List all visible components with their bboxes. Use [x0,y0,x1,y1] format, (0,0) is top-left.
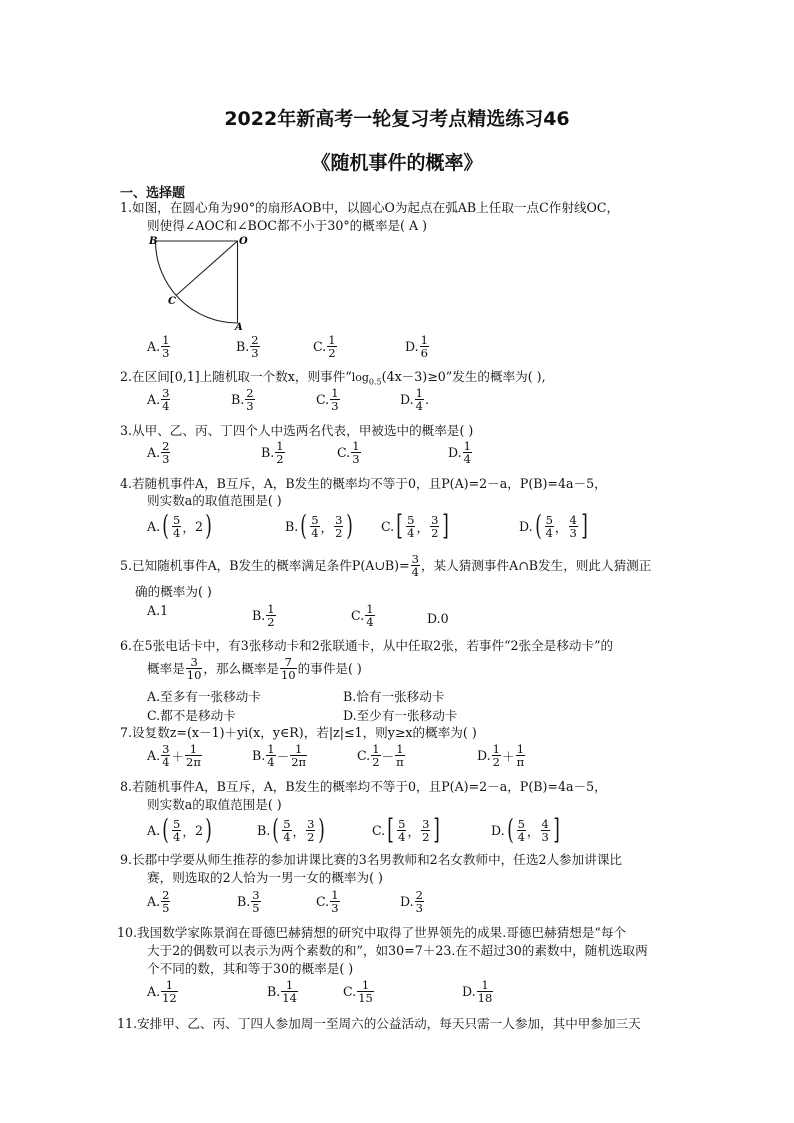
q5-option-a[interactable]: A. 1 [147,603,169,618]
question-8-text-2: 则实数a的取值范围是( ) [147,797,282,812]
q3-option-b[interactable]: B. $\frac{1}{2}$ [261,439,284,466]
label-b: B [149,236,158,247]
question-11-text: 11.安排甲、乙、丙、丁四人参加周一至周六的公益活动，每天只需一人参加，其中甲参加三天 [117,1016,641,1031]
section-heading: 一、选择题 [120,186,186,201]
q5-option-d[interactable]: D. 0 [427,611,449,626]
question-3-text: 3.从甲、乙、丙、丁四个人中选两名代表，甲被选中的概率是( ) [120,423,474,438]
sector-figure [143,234,253,330]
question-10-text-2: 大于2的偶数可以表示为两个素数的和”，如30=7＋23.在不超过30的素数中，随机选取两 [147,943,648,958]
q10-option-c[interactable]: C. $\frac{1}{15}$ [343,978,373,1005]
q6-option-b[interactable]: B.恰有一张移动卡 [343,689,445,704]
q2-option-c[interactable]: C. $\frac{1}{3}$ [316,386,339,413]
q5-option-c[interactable]: C. $\frac{1}{4}$ [351,602,374,629]
q2-option-b[interactable]: B. $\frac{2}{3}$ [231,386,254,413]
q1-option-c[interactable]: C. $\frac{1}{2}$ [313,333,336,360]
question-1-text-2: 则使得∠AOC和∠BOC都不小于30°的概率是( A ) [147,218,427,233]
q8-option-b[interactable]: B. ( $\frac{5}{4}$ ， $\frac{3}{2}$ ) [257,813,326,846]
q4-option-a[interactable]: A. ( $\frac{5}{4}$ ， 2 ) [147,509,212,542]
question-4-text-2: 则实数a的取值范围是( ) [147,493,282,508]
q8-option-a[interactable]: A. ( $\frac{5}{4}$ ， 2 ) [147,813,212,846]
q9-option-d[interactable]: D. $\frac{2}{3}$ [400,888,423,915]
page-subtitle: 《随机事件的概率》 [311,152,483,174]
q5-option-b[interactable]: B. $\frac{1}{2}$ [252,602,275,629]
q1-option-a[interactable]: A. $\frac{1}{3}$ [147,333,170,360]
q3-option-d[interactable]: D. $\frac{1}{4}$ [448,439,471,466]
q10-option-a[interactable]: A. $\frac{1}{12}$ [147,978,177,1005]
q10-option-d[interactable]: D. $\frac{1}{18}$ [462,978,493,1005]
q6-option-a[interactable]: A.至多有一张移动卡 [147,689,261,704]
q7-option-a[interactable]: A. $\frac{3}{4}$ ＋ $\frac{1}{2\pi}$ [147,742,201,769]
question-4-text: 4.若随机事件A，B互斥，A，B发生的概率均不等于0，且P(A)=2－a，P(B)=4a－5， [120,476,607,491]
q7-option-c[interactable]: C. $\frac{1}{2}$ － $\frac{1}{\pi}$ [357,742,404,769]
question-7-text: 7.设复数z=(x－1)＋yi(x，y∈R)，若|z|≤1，则y≥x的概率为( ) [120,725,477,740]
q1-option-b[interactable]: B. $\frac{2}{3}$ [236,333,259,360]
question-8-text: 8.若随机事件A，B互斥，A，B发生的概率均不等于0，且P(A)=2－a，P(B)=4a－5， [120,779,607,794]
q1-option-d[interactable]: D. $\frac{1}{6}$ [405,333,428,360]
q6-option-d[interactable]: D.至少有一张移动卡 [343,708,458,723]
q3-option-c[interactable]: C. $\frac{1}{3}$ [337,439,360,466]
q4-option-d[interactable]: D. ( $\frac{5}{4}$ ， $\frac{4}{3}$ ] [519,509,588,542]
question-10-text-3: 个不同的数，其和等于30的概率是( ) [147,961,354,976]
question-9-text: 9.长郡中学要从师生推荐的参加讲课比赛的3名男教师和2名女教师中，任选2人参加讲课比 [120,852,623,867]
q4-option-c[interactable]: C. [ $\frac{5}{4}$ ， $\frac{3}{2}$ ] [381,509,450,542]
q8-option-c[interactable]: C. [ $\frac{5}{4}$ ， $\frac{3}{2}$ ] [372,813,441,846]
question-10-text: 10.我国数学家陈景润在哥德巴赫猜想的研究中取得了世界领先的成果.哥德巴赫猜想是“每个 [117,925,627,940]
q2-option-d[interactable]: D. $\frac{1}{4}$ . [400,386,429,413]
q8-option-d[interactable]: D. ( $\frac{5}{4}$ ， $\frac{4}{3}$ ] [491,813,560,846]
question-6-text-2: 概率是 $\frac{3}{10}$ ，那么概率是 $\frac{7}{10}$ 的事件是( ) [147,655,362,682]
q2-option-a[interactable]: A. $\frac{3}{4}$ [147,386,170,413]
q9-option-b[interactable]: B. $\frac{3}{5}$ [237,888,260,915]
q9-option-a[interactable]: A. $\frac{2}{5}$ [147,888,170,915]
sector-outline [156,241,238,323]
q10-option-b[interactable]: B. $\frac{1}{14}$ [267,978,297,1005]
q7-option-b[interactable]: B. $\frac{1}{4}$ － $\frac{1}{2\pi}$ [252,742,307,769]
label-o: O [239,236,248,247]
question-2-text: 2.在区间[0,1]上随机取一个数x，则事件“$\log_{0.5}(4x-3)\ge 0$”发生的概率为( ), [120,369,546,387]
question-9-text-2: 赛，则选取的2人恰为一男一女的概率为( ) [147,870,383,885]
question-5-text: 5.已知随机事件A，B发生的概率满足条件P(A∪B)= $\frac{3}{4}$ ，某人猜测事件A∩B发生，则此人猜测正 [120,552,652,579]
question-1-text: 1.如图，在圆心角为90°的扇形AOB中，以圆心O为起点在弧AB上任取一点C作射线OC， [120,200,620,215]
q3-option-a[interactable]: A. $\frac{2}{3}$ [147,439,170,466]
label-c: C [168,296,176,307]
q6-option-c[interactable]: C.都不是移动卡 [147,708,236,723]
ray-oc [176,241,238,296]
question-5-text-2: 确的概率为( ) [135,584,212,599]
q7-option-d[interactable]: D. $\frac{1}{2}$ ＋ $\frac{1}{\pi}$ [477,742,525,769]
q9-option-c[interactable]: C. $\frac{1}{3}$ [316,888,339,915]
q4-option-b[interactable]: B. ( $\frac{5}{4}$ ， $\frac{3}{2}$ ) [285,509,354,542]
question-6-text: 6.在5张电话卡中，有3张移动卡和2张联通卡，从中任取2张，若事件“2张全是移动卡”的 [120,638,614,653]
label-a: A [235,322,243,330]
page-title: 2022年新高考一轮复习考点精选练习46 [224,108,570,130]
